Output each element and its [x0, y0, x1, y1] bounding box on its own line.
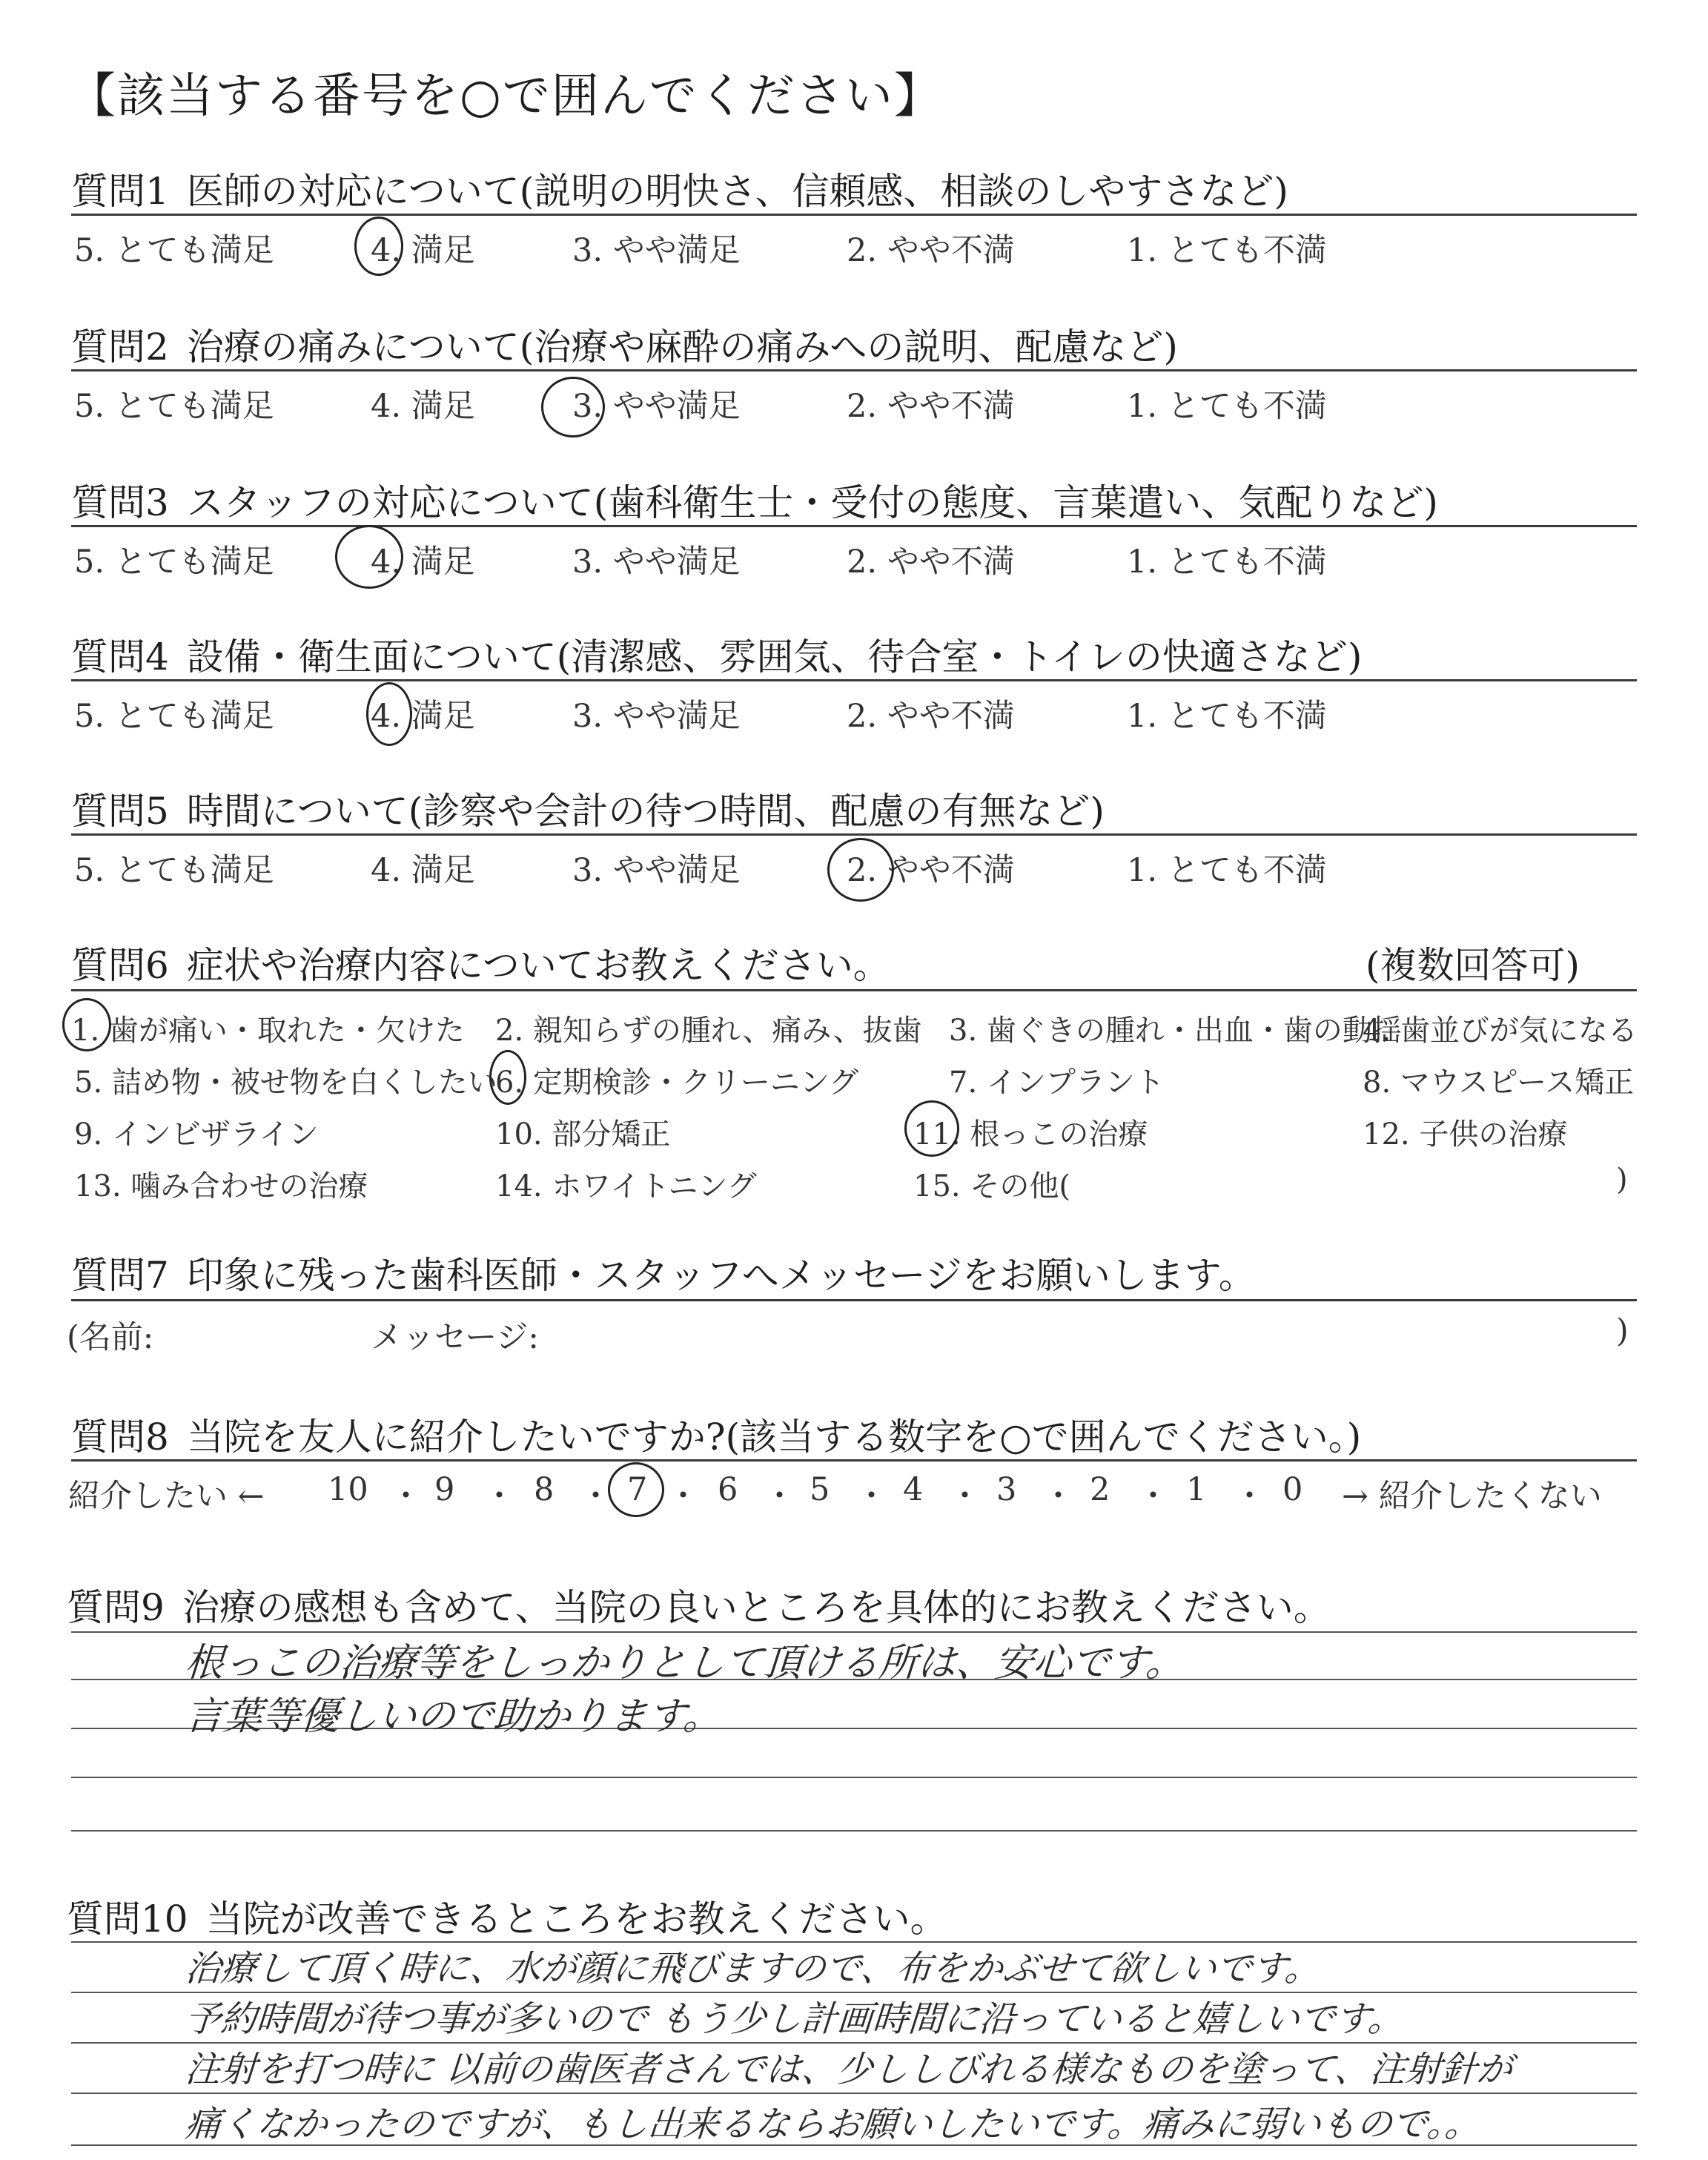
- divider: [71, 679, 1637, 681]
- separator-dot: ・: [764, 1478, 795, 1515]
- q6-option-10[interactable]: 10. 部分矯正: [495, 1117, 671, 1152]
- selected-circle-mark: [904, 1100, 959, 1157]
- selected-circle-mark: [827, 838, 894, 902]
- option-4[interactable]: 4. 満足: [371, 388, 475, 425]
- separator-dot: ・: [580, 1478, 612, 1515]
- scale-0[interactable]: 0: [1282, 1471, 1303, 1508]
- answer-line: [71, 2093, 1637, 2094]
- scale-7[interactable]: 7: [627, 1471, 648, 1508]
- question-text: 治療の痛みについて(治療や麻酔の痛みへの説明、配慮など): [186, 326, 1178, 369]
- question-text: 設備・衛生面について(清潔感、雰囲気、待合室・トイレの快適さなど): [186, 635, 1363, 678]
- q6-option-5[interactable]: 5. 詰め物・被せ物を白くしたい: [74, 1066, 497, 1100]
- scale-8[interactable]: 8: [534, 1471, 555, 1508]
- divider: [71, 1459, 1637, 1462]
- handwritten-answer-line: 治療して頂く時に、水が顔に飛びますので、布をかぶせて欲しいです。: [183, 1948, 1322, 1989]
- question-text: 当院を友人に紹介したいですか?(該当する数字を○で囲んでください。): [186, 1416, 1362, 1459]
- selected-circle-mark: [354, 217, 403, 276]
- question-5-heading: [71, 782, 1105, 835]
- separator-dot: ・: [483, 1478, 515, 1515]
- separator-dot: ・: [667, 1478, 699, 1515]
- option-5[interactable]: 5. とても満足: [74, 232, 274, 269]
- q6-option-7[interactable]: 7. インプラント: [949, 1066, 1165, 1100]
- question-text: 当院が改善できるところをお教えください。: [205, 1898, 947, 1941]
- option-4[interactable]: 4. 満足: [371, 852, 475, 889]
- recommend-left-label: 紹介したい ←: [68, 1478, 265, 1515]
- name-label: (名前:: [67, 1319, 154, 1356]
- question-7-heading: [71, 1246, 1256, 1299]
- q6-option-4[interactable]: 4. 歯並びが気になる: [1363, 1014, 1638, 1048]
- question-9-heading: [67, 1578, 1331, 1631]
- scale-4[interactable]: 4: [903, 1471, 924, 1508]
- scale-9[interactable]: 9: [434, 1471, 455, 1508]
- selected-circle-mark: [608, 1462, 664, 1517]
- separator-dot: ・: [855, 1478, 887, 1515]
- selected-circle-mark: [541, 377, 605, 437]
- handwritten-answer-line: 言葉等優しいので助かります。: [183, 1694, 724, 1739]
- separator-dot: ・: [390, 1478, 422, 1515]
- question-number: 質問6: [71, 944, 169, 987]
- question-number: 質問2: [71, 326, 169, 369]
- option-1[interactable]: 1. とても不満: [1127, 544, 1327, 581]
- option-1[interactable]: 1. とても不満: [1127, 388, 1327, 425]
- question-number: 質問9: [67, 1586, 165, 1629]
- option-3[interactable]: 3. やや満足: [572, 698, 741, 735]
- option-2[interactable]: 2. やや不満: [847, 388, 1015, 425]
- option-3[interactable]: 3. やや満足: [572, 232, 741, 269]
- question-text: 症状や治療内容についてお教えください。: [186, 944, 890, 987]
- question-8-heading: [71, 1407, 1361, 1461]
- option-3[interactable]: 3. やや満足: [572, 388, 741, 425]
- divider: [71, 525, 1637, 527]
- handwritten-answer-line: 予約時間が待つ事が多いので もう少し計画時間に沿っていると嬉しいです。: [183, 1998, 1406, 2040]
- divider: [71, 989, 1637, 991]
- option-1[interactable]: 1. とても不満: [1127, 232, 1327, 269]
- handwritten-answer-line: 痛くなかったのですが、もし出来るならお願いしたいです。痛みに弱いもので。。: [183, 2104, 1482, 2145]
- question-3-heading: [71, 473, 1438, 526]
- question-text: 時間について(診察や会計の待つ時間、配慮の有無など): [186, 790, 1105, 833]
- option-3[interactable]: 3. やや満足: [572, 544, 741, 581]
- selected-circle-mark: [335, 525, 403, 589]
- question-number: 質問5: [71, 790, 169, 833]
- message-close-paren: ): [1616, 1312, 1629, 1350]
- q6-option-8[interactable]: 8. マウスピース矯正: [1363, 1066, 1635, 1100]
- q6-option-12[interactable]: 12. 子供の治療: [1363, 1117, 1568, 1152]
- message-label: メッセージ:: [371, 1319, 539, 1356]
- option-1[interactable]: 1. とても不満: [1127, 698, 1327, 735]
- q6-option-2[interactable]: 2. 親知らずの腫れ、痛み、抜歯: [495, 1014, 922, 1048]
- question-text: 印象に残った歯科医師・スタッフへメッセージをお願いします。: [186, 1254, 1256, 1297]
- option-2[interactable]: 2. やや不満: [847, 544, 1015, 581]
- handwritten-answer-line: 注射を打つ時に 以前の歯医者さんでは、少ししびれる様なものを塗って、注射針が: [183, 2049, 1514, 2090]
- question-text: スタッフの対応について(歯科衛生士・受付の態度、言葉遣い、気配りなど): [186, 481, 1438, 524]
- option-2[interactable]: 2. やや不満: [847, 852, 1015, 889]
- option-4[interactable]: 4. 満足: [371, 544, 475, 581]
- scale-1[interactable]: 1: [1186, 1471, 1207, 1508]
- question-2-heading: [71, 317, 1178, 371]
- q6-option-3[interactable]: 3. 歯ぐきの腫れ・出血・歯の動揺: [949, 1014, 1402, 1048]
- option-2[interactable]: 2. やや不満: [847, 698, 1015, 735]
- q6-option-13[interactable]: 13. 噛み合わせの治療: [74, 1169, 368, 1203]
- answer-line: [71, 1777, 1637, 1778]
- question-number: 質問7: [71, 1254, 169, 1297]
- question-6-heading: [71, 936, 890, 989]
- multiple-answer-note: (複数回答可): [1366, 944, 1580, 987]
- option-4[interactable]: 4. 満足: [371, 232, 475, 269]
- selected-circle-mark: [366, 682, 412, 746]
- question-number: 質問3: [71, 481, 169, 524]
- separator-dot: ・: [949, 1478, 981, 1515]
- answer-line: [71, 1830, 1637, 1832]
- recommend-right-label: → 紹介したくない: [1342, 1478, 1602, 1515]
- question-number: 質問8: [71, 1416, 169, 1459]
- q6-option-11[interactable]: 11. 根っこの治療: [913, 1117, 1148, 1152]
- option-2[interactable]: 2. やや不満: [847, 232, 1015, 269]
- scale-6[interactable]: 6: [718, 1471, 738, 1508]
- scale-5[interactable]: 5: [810, 1471, 830, 1508]
- question-number: 質問1: [71, 170, 169, 213]
- divider: [71, 214, 1637, 216]
- question-number: 質問4: [71, 635, 169, 678]
- separator-dot: ・: [1234, 1478, 1265, 1515]
- option-5[interactable]: 5. とても満足: [74, 388, 274, 425]
- selected-circle-mark: [489, 1050, 526, 1105]
- option-5[interactable]: 5. とても満足: [74, 544, 274, 581]
- scale-3[interactable]: 3: [996, 1471, 1017, 1508]
- option-5[interactable]: 5. とても満足: [74, 698, 274, 735]
- q6-option-15-close: ): [1616, 1163, 1628, 1197]
- scale-2[interactable]: 2: [1090, 1471, 1110, 1508]
- scale-10[interactable]: 10: [328, 1471, 368, 1508]
- question-number: 質問10: [67, 1898, 188, 1941]
- option-1[interactable]: 1. とても不満: [1127, 852, 1327, 889]
- question-text: 治療の感想も含めて、当院の良いところを具体的にお教えください。: [182, 1586, 1331, 1629]
- question-4-heading: [71, 627, 1362, 681]
- q6-option-9[interactable]: 9. インビザライン: [74, 1117, 319, 1152]
- divider: [71, 833, 1637, 836]
- question-1-heading: [71, 162, 1288, 215]
- handwritten-answer-line: 根っこの治療等をしっかりとして頂ける所は、安心です。: [183, 1641, 1186, 1685]
- separator-dot: ・: [1042, 1478, 1074, 1515]
- selected-circle-mark: [62, 998, 111, 1051]
- option-3[interactable]: 3. やや満足: [572, 852, 741, 889]
- option-4[interactable]: 4. 満足: [371, 698, 475, 735]
- divider: [71, 1299, 1637, 1301]
- divider: [71, 369, 1637, 371]
- q6-option-6[interactable]: 6. 定期検診・クリーニング: [495, 1066, 859, 1100]
- question-text: 医師の対応について(説明の明快さ、信頼感、相談のしやすさなど): [186, 170, 1288, 213]
- q6-option-14[interactable]: 14. ホワイトニング: [495, 1169, 757, 1203]
- page-title: 【該当する番号を○で囲んでください】: [68, 69, 943, 124]
- option-5[interactable]: 5. とても満足: [74, 852, 274, 889]
- separator-dot: ・: [1137, 1478, 1169, 1515]
- question-10-heading: [67, 1889, 947, 1943]
- q6-option-1[interactable]: 1. 歯が痛い・取れた・欠けた: [71, 1014, 465, 1048]
- q6-option-15[interactable]: 15. その他(: [913, 1169, 1070, 1203]
